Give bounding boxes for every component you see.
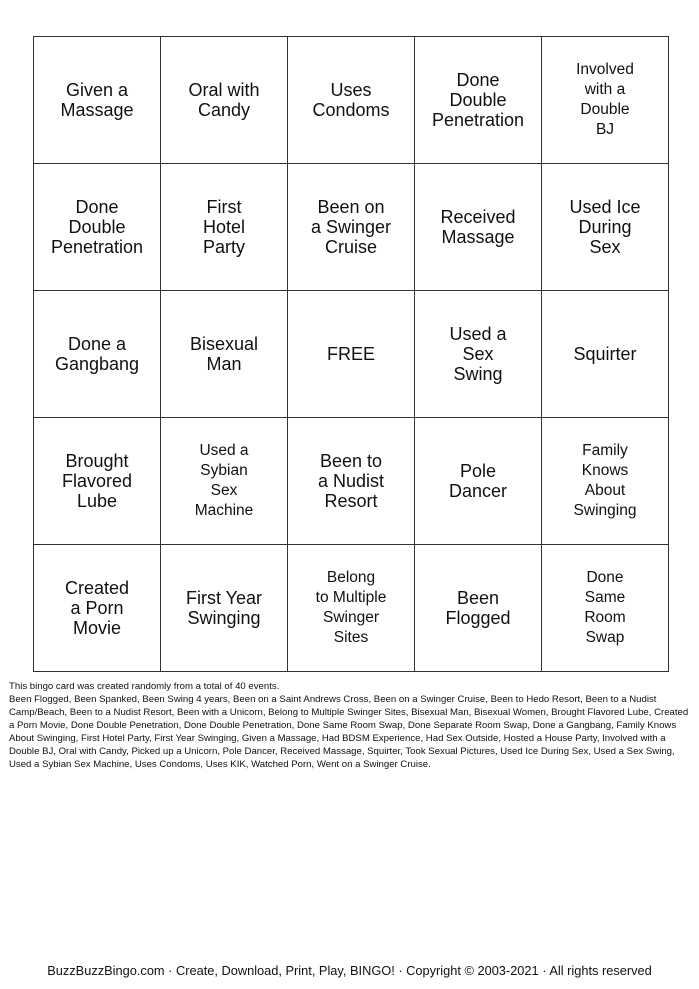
bingo-cell <box>34 418 161 545</box>
bingo-row-5 <box>34 545 669 672</box>
bingo-cell-text: Used a Sex Swing <box>449 323 507 384</box>
bingo-cell-text: Pole Dancer <box>448 460 508 501</box>
bingo-cell <box>161 164 288 291</box>
bingo-cell-text: Brought Flavored Lube <box>61 450 133 511</box>
page-footer: BuzzBuzzBingo.com · Create, Download, Print, Play, BINGO! · Copyright © 2003-2021 · All rights reserved <box>47 963 652 978</box>
bingo-cell <box>542 37 669 164</box>
card-info-events: Been Flogged, Been Spanked, Been Swing 4 years, Been on a Saint Andrews Cross, Been on a Swinger Cruise, Been to Hedo Resort, Been to a Nudist Camp/Beach, Been to a Nudist Resort, Been with a Unicorn, Belong to Multiple Swinger Sites, Bisexual Man, Bisexual Women, Brought Flavored Lube, Created a Porn Movie, Done Double Penetration, Done Double Penetration, Done Same Room Swap, Done Separate Room Swap, Done a Gangbang, Family Knows About Swinging, First Hotel Party, First Year Swinging, Given a Massage, Had BDSM Experience, Had Sex Outside, Hosted a House Party, Involved with a Double BJ, Oral with Candy, Picked up a Unicorn, Pole Dancer, Received Massage, Squirter, Took Sexual Pictures, Used Ice During Sex, Used a Sex Swing, Used a Sybian Sex Machine, Uses Condoms, Uses KIK, Watched Porn, Went on a Swinger Cruise. <box>9 694 689 770</box>
bingo-cell-text: Given a Massage <box>60 79 134 120</box>
bingo-row-1 <box>34 37 669 164</box>
bingo-cell-text: Family Knows About Swinging <box>573 442 637 519</box>
bingo-cell <box>415 37 542 164</box>
bingo-cell <box>542 545 669 672</box>
bingo-cell <box>288 164 415 291</box>
bingo-cell-text: Done Double Penetration <box>431 69 525 130</box>
bingo-cell <box>542 418 669 545</box>
bingo-cell-text: Done a Gangbang <box>54 333 140 374</box>
bingo-cell-text: Received Massage <box>440 206 516 247</box>
bingo-cell-text: Used a Sybian Sex Machine <box>194 442 254 519</box>
bingo-cell <box>415 418 542 545</box>
bingo-cell <box>34 291 161 418</box>
bingo-cell <box>34 164 161 291</box>
bingo-cell <box>415 164 542 291</box>
bingo-cell <box>415 291 542 418</box>
bingo-cell <box>161 37 288 164</box>
bingo-cell-text: Done Double Penetration <box>50 196 144 257</box>
bingo-cell <box>161 418 288 545</box>
bingo-cell <box>542 164 669 291</box>
bingo-row-3 <box>34 291 669 418</box>
bingo-cell <box>288 418 415 545</box>
bingo-card <box>33 36 669 672</box>
bingo-cell <box>288 37 415 164</box>
bingo-cell-text: First Year Swinging <box>185 587 263 628</box>
bingo-row-2 <box>34 164 669 291</box>
bingo-cell-text: Been Flogged <box>445 587 511 628</box>
bingo-cell-text: Used Ice During Sex <box>569 196 641 257</box>
bingo-cell <box>34 545 161 672</box>
bingo-cell-text: Bisexual Man <box>189 333 259 374</box>
bingo-cell-text: Done Same Room Swap <box>584 569 626 646</box>
bingo-cell-text: Involved with a Double BJ <box>576 61 634 138</box>
bingo-row-4 <box>34 418 669 545</box>
bingo-cell <box>161 291 288 418</box>
bingo-cell-text: Oral with Candy <box>188 79 260 120</box>
bingo-cell-text: Uses Condoms <box>312 79 390 120</box>
bingo-cell-text: First Hotel Party <box>202 196 246 257</box>
card-info <box>9 680 689 771</box>
bingo-cell-text: Been on a Swinger Cruise <box>310 196 392 257</box>
bingo-free-text: FREE <box>326 343 375 364</box>
bingo-cell <box>288 545 415 672</box>
bingo-cell <box>34 37 161 164</box>
bingo-cell <box>415 545 542 672</box>
bingo-cell-text: Squirter <box>573 343 637 364</box>
bingo-free-cell <box>288 291 415 418</box>
card-info-intro: This bingo card was created randomly from a total of 40 events. <box>9 681 280 692</box>
bingo-cell-text: Been to a Nudist Resort <box>317 450 385 511</box>
bingo-cell-text: Belong to Multiple Swinger Sites <box>315 569 387 646</box>
bingo-cell-text: Created a Porn Movie <box>64 577 130 638</box>
bingo-cell <box>161 545 288 672</box>
bingo-cell <box>542 291 669 418</box>
